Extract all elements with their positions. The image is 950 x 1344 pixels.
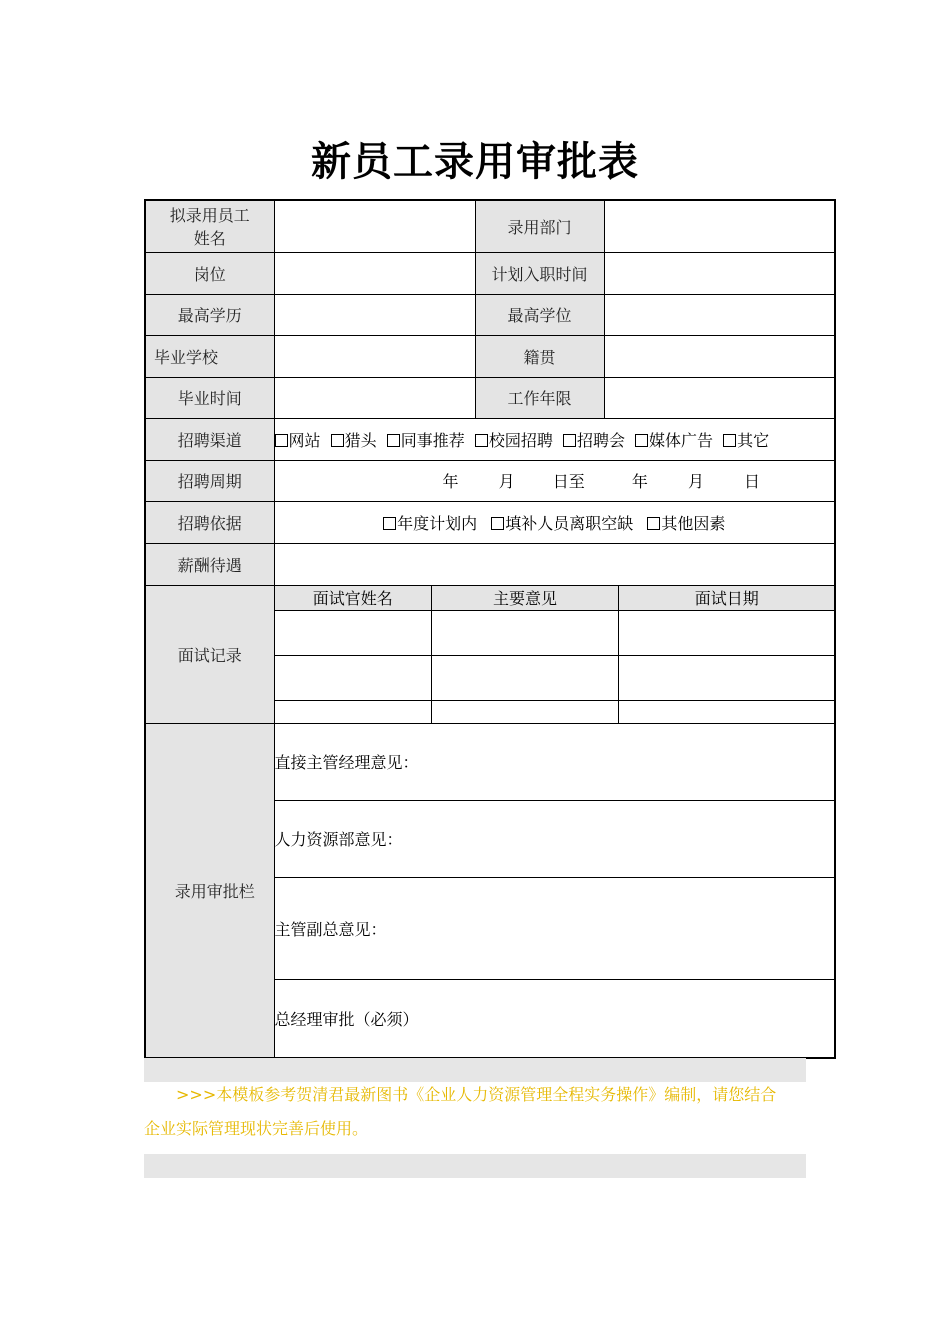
form-row-period (145, 460, 835, 501)
vp-opinion[interactable]: 主管副总意见： (274, 877, 835, 979)
date-header: 面试日期 (619, 586, 835, 611)
basis-label: 招聘依据 (145, 501, 274, 543)
start-time-label: 计划入职时间 (475, 252, 604, 294)
degree-value[interactable] (604, 294, 835, 335)
channel-option[interactable]: 同事推荐 (387, 431, 465, 450)
interview-table (275, 586, 835, 723)
checkbox-icon[interactable] (387, 434, 400, 447)
interviewer-cell[interactable] (275, 655, 432, 700)
checkbox-icon[interactable] (331, 434, 344, 447)
channel-options (274, 418, 835, 460)
interview-row (275, 700, 835, 723)
name-value[interactable] (274, 200, 475, 252)
date-cell[interactable] (619, 610, 835, 655)
interview-row (275, 655, 835, 700)
form-row-grad (145, 377, 835, 418)
form-row-manager-opinion (145, 723, 835, 800)
note-line-2: 企业实际管理现状完善后使用。 (144, 1119, 369, 1138)
checkbox-icon[interactable] (383, 517, 396, 530)
form-row-position (145, 252, 835, 294)
position-label: 岗位 (145, 252, 274, 294)
note-line-1: >>>本模板参考贺清君最新图书《企业人力资源管理全程实务操作》编制，请您结合 (176, 1085, 777, 1104)
interviewer-header: 面试官姓名 (275, 586, 432, 611)
channel-label: 招聘渠道 (145, 418, 274, 460)
page-title: 新员工录用审批表 (311, 139, 639, 185)
checkbox-icon[interactable] (275, 434, 288, 447)
date-cell[interactable] (619, 655, 835, 700)
salary-label: 薪酬待遇 (145, 543, 274, 585)
grad-time-value[interactable] (274, 377, 475, 418)
start-time-value[interactable] (604, 252, 835, 294)
dept-label: 录用部门 (475, 200, 604, 252)
form-row-basis (145, 501, 835, 543)
opinion-cell[interactable] (432, 610, 619, 655)
checkbox-icon[interactable] (563, 434, 576, 447)
checkbox-icon[interactable] (475, 434, 488, 447)
period-label: 招聘周期 (145, 460, 274, 501)
opinion-cell[interactable] (432, 655, 619, 700)
date-cell[interactable] (619, 700, 835, 723)
interviewer-cell[interactable] (275, 700, 432, 723)
gm-approval[interactable]: 总经理审批（必须） (274, 979, 835, 1058)
checkbox-icon[interactable] (647, 517, 660, 530)
basis-options (274, 501, 835, 543)
form-row-interview (145, 585, 835, 723)
channel-option[interactable]: 招聘会 (563, 431, 625, 450)
form-row-salary (145, 543, 835, 585)
education-label: 最高学历 (145, 294, 274, 335)
form-row-name (145, 200, 835, 252)
opinion-cell[interactable] (432, 700, 619, 723)
checkbox-icon[interactable] (723, 434, 736, 447)
dept-value[interactable] (604, 200, 835, 252)
work-years-value[interactable] (604, 377, 835, 418)
school-label: 毕业学校 (145, 335, 274, 377)
channel-option[interactable]: 猎头 (331, 431, 377, 450)
native-place-label: 籍贯 (475, 335, 604, 377)
native-place-value[interactable] (604, 335, 835, 377)
note-divider-bottom (144, 1154, 806, 1178)
approval-form-table (144, 199, 836, 1059)
basis-option[interactable]: 其他因素 (647, 514, 725, 533)
education-value[interactable] (274, 294, 475, 335)
interview-label: 面试记录 (145, 585, 274, 723)
basis-option[interactable]: 年度计划内 (383, 514, 477, 533)
channel-option[interactable]: 媒体广告 (635, 431, 713, 450)
channel-option[interactable]: 网站 (275, 431, 321, 450)
hr-opinion[interactable]: 人力资源部意见： (274, 800, 835, 877)
template-note (144, 1078, 810, 1146)
period-value[interactable]: 年 月 日至 年 月 日 (274, 460, 835, 501)
checkbox-icon[interactable] (491, 517, 504, 530)
channel-option[interactable]: 其它 (723, 431, 769, 450)
salary-value[interactable] (274, 543, 835, 585)
position-value[interactable] (274, 252, 475, 294)
interview-row (275, 610, 835, 655)
form-row-school (145, 335, 835, 377)
interview-header-row (275, 586, 835, 611)
opinion-header: 主要意见 (432, 586, 619, 611)
approval-label: 录用审批栏 (145, 723, 274, 1058)
checkbox-icon[interactable] (635, 434, 648, 447)
channel-option[interactable]: 校园招聘 (475, 431, 553, 450)
school-value[interactable] (274, 335, 475, 377)
grad-time-label: 毕业时间 (145, 377, 274, 418)
form-row-channel (145, 418, 835, 460)
interviewer-cell[interactable] (275, 610, 432, 655)
manager-opinion[interactable]: 直接主管经理意见： (274, 723, 835, 800)
name-label: 拟录用员工 姓名 (145, 200, 274, 252)
work-years-label: 工作年限 (475, 377, 604, 418)
basis-option[interactable]: 填补人员离职空缺 (491, 514, 633, 533)
degree-label: 最高学位 (475, 294, 604, 335)
form-row-education (145, 294, 835, 335)
interview-records (274, 585, 835, 723)
